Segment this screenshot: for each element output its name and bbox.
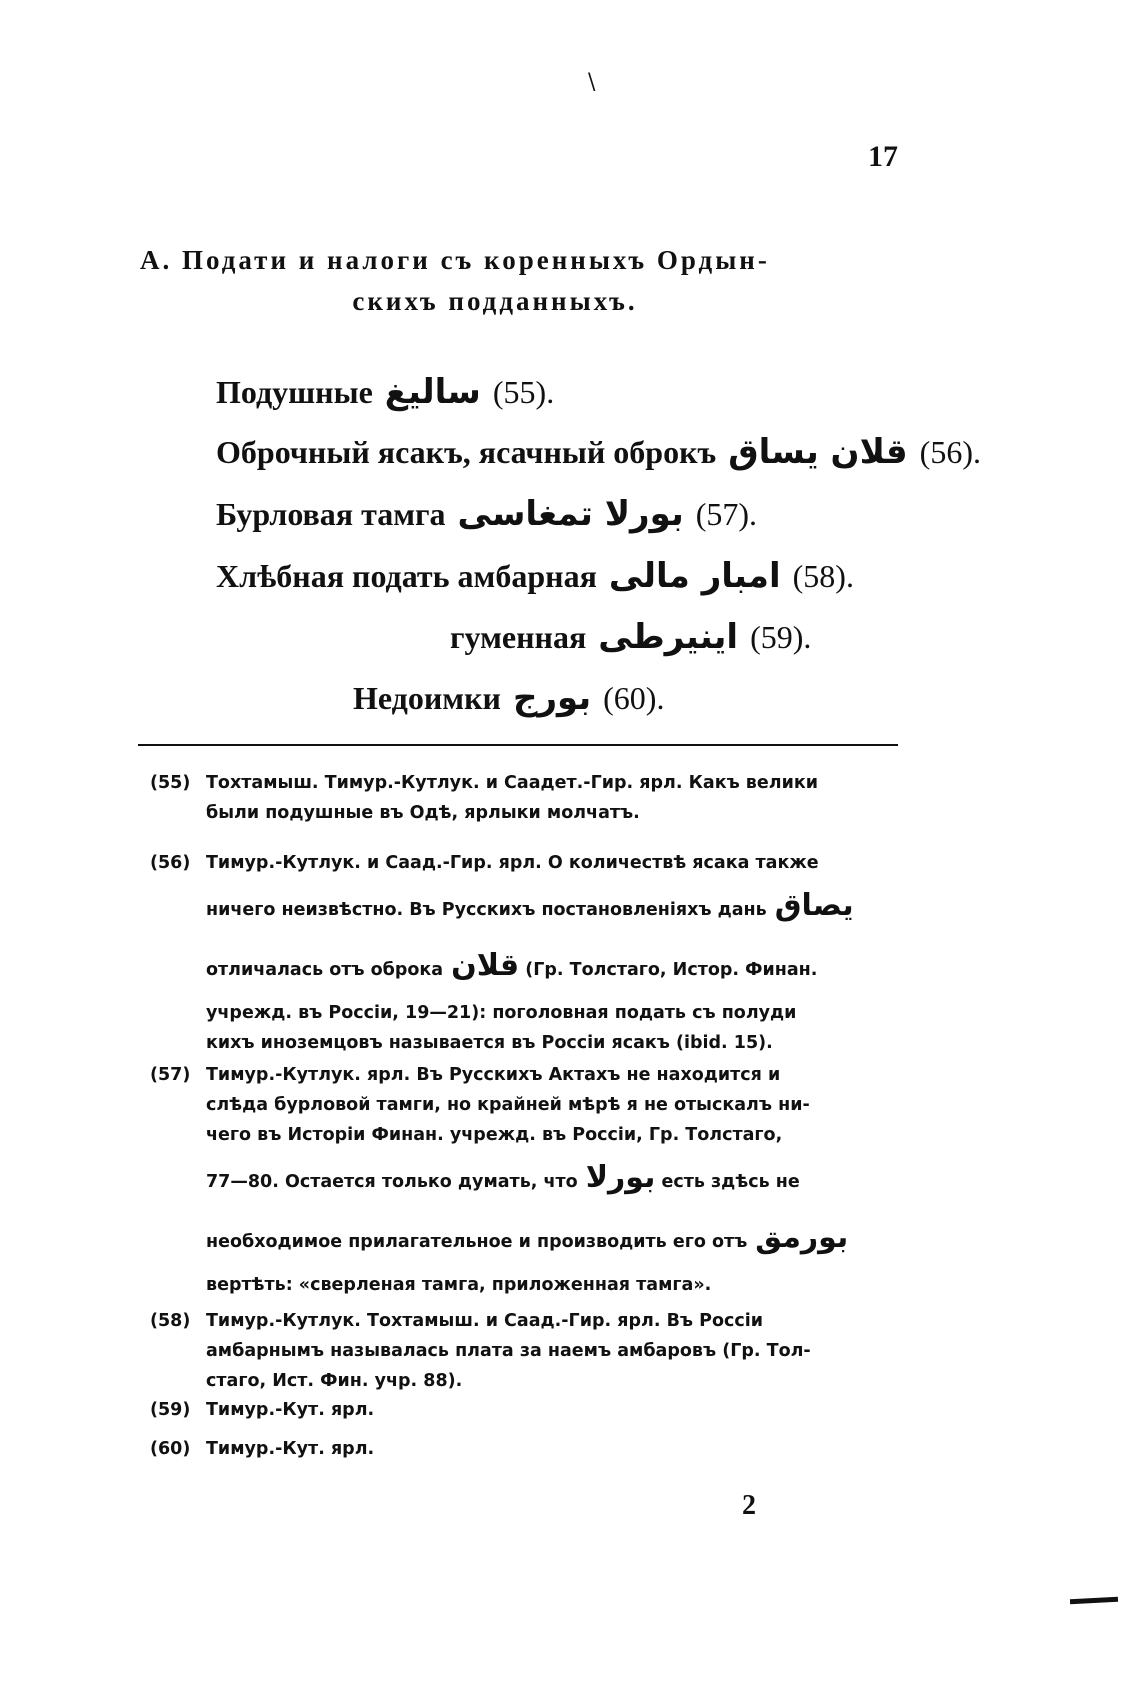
footnote-arabic-term: قلان (451, 948, 520, 983)
footnote-text: 77—80. Остается только думать, что (206, 1172, 578, 1192)
top-mark: \ (588, 70, 596, 95)
footnote-58 (150, 1306, 910, 1396)
footnote-text: стаго, Ист. Фин. учр. 88). (206, 1371, 463, 1391)
footnote-number: (58) (150, 1311, 191, 1331)
footnote-number: (55) (150, 773, 191, 793)
tax-arabic-term: قلان یساق (728, 432, 908, 472)
footnote-text: кихъ иноземцовъ называется въ Россіи ясакъ (ibid. 15). (206, 1033, 773, 1053)
tax-entry (216, 372, 554, 412)
footnote-text: ничего неизвѣстно. Въ Русскихъ постановленіяхъ дань (206, 900, 767, 920)
tax-label: Бурловая тамга (216, 496, 446, 532)
tax-label: Подушные (216, 374, 373, 410)
footnote-line (150, 878, 910, 938)
footnote-line (150, 1150, 910, 1210)
tax-footnote-ref: (59). (750, 619, 812, 655)
tax-entry (353, 678, 664, 718)
tax-footnote-ref: (57). (695, 496, 758, 532)
footnote-text: вертѣть: «сверленая тамга, приложенная тамга». (206, 1275, 712, 1295)
footnote-57 (150, 1060, 910, 1300)
footnote-60 (150, 1434, 910, 1464)
tax-arabic-term: امبار مالی (608, 556, 781, 596)
section-heading-line-1: А. Подати и налоги съ коренныхъ Ордын- (140, 245, 770, 275)
tax-label: Оброчный ясакъ, ясачный оброкъ (216, 434, 717, 470)
section-heading (140, 245, 910, 317)
tax-label: Хлѣбная подать амбарная (216, 558, 597, 594)
footnote-line (150, 938, 910, 998)
footnote-text: Тимур.-Кутлук. ярл. Въ Русскихъ Актахъ не находится и (206, 1065, 781, 1085)
footnote-text: учрежд. въ Россіи, 19—21): поголовная подать съ полуди (206, 1003, 797, 1023)
footnote-text: необходимое прилагательное и производить его отъ (206, 1232, 748, 1252)
tax-label: Недоимки (353, 680, 501, 716)
page-edge-mark (1070, 1597, 1118, 1605)
tax-arabic-term: بورج (512, 678, 592, 718)
footnote-arabic-term: بورمق (755, 1220, 849, 1255)
section-heading-line-2: скихъ подданныхъ. (352, 286, 638, 316)
footnote-text: Тохтамыш. Тимур.-Кутлук. и Саадет.-Гир. ярл. Какъ велики (206, 773, 818, 793)
footnote-text: есть здѣсь не (661, 1172, 800, 1192)
footnote-text: отличалась отъ оброка (206, 960, 444, 980)
footnote-text: Тимур.-Кут. ярл. (206, 1400, 375, 1420)
footnote-text: чего въ Исторіи Финан. учрежд. въ Россіи, Гр. Толстаго, (206, 1125, 783, 1145)
footnote-number: (57) (150, 1065, 191, 1085)
footnote-text: амбарнымъ называлась плата за наемъ амбаровъ (Гр. Тол- (206, 1341, 811, 1361)
footnote-text: были подушные въ Одѣ, ярлыки молчатъ. (206, 803, 640, 823)
tax-entry (450, 617, 811, 657)
footnote-56 (150, 848, 910, 1058)
footnote-arabic-term: بورلا (585, 1160, 656, 1195)
footnote-59 (150, 1395, 910, 1425)
page-number: 17 (868, 140, 898, 173)
footnote-text: Тимур.-Кут. ярл. (206, 1439, 375, 1459)
tax-entry (216, 556, 854, 596)
footnote-55 (150, 768, 910, 828)
footnote-text: слѣда бурловой тамги, но крайней мѣрѣ я не отыскалъ ни- (206, 1095, 810, 1115)
sheet-number: 2 (742, 1490, 756, 1521)
footnote-line (150, 1210, 910, 1270)
footnote-number: (59) (150, 1400, 191, 1420)
tax-entry (216, 494, 757, 534)
tax-footnote-ref: (56). (919, 434, 981, 470)
tax-arabic-term: اینیرطی (598, 617, 739, 657)
footnote-text: Тимур.-Кутлук. и Саад.-Гир. ярл. О количествѣ ясака также (206, 853, 819, 873)
footnote-text: Тимур.-Кутлук. Тохтамыш. и Саад.-Гир. ярл. Въ Россіи (206, 1311, 764, 1331)
tax-footnote-ref: (60). (603, 680, 665, 716)
tax-arabic-term: سالیغ (384, 372, 481, 412)
tax-label: гуменная (450, 619, 587, 655)
footnote-number: (56) (150, 853, 191, 873)
tax-entry (216, 432, 981, 472)
tax-arabic-term: بورلا تمغاسی (457, 494, 684, 534)
footnote-number: (60) (150, 1439, 191, 1459)
footnote-divider (138, 744, 898, 746)
footnote-arabic-term: یصاق (774, 888, 854, 923)
tax-footnote-ref: (58). (792, 558, 854, 594)
tax-footnote-ref: (55). (492, 374, 555, 410)
footnote-text: (Гр. Толстаго, Истор. Финан. (525, 960, 818, 980)
